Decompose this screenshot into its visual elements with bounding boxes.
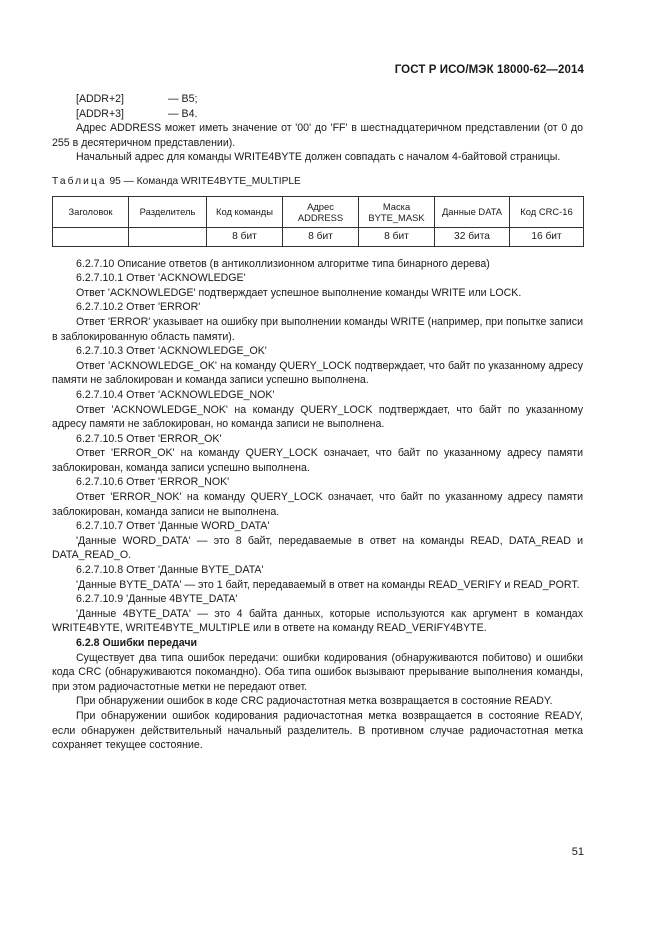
paragraph: 6.2.7.10.8 Ответ 'Данные BYTE_DATA' — [76, 564, 264, 577]
paragraph: 6.2.7.10.9 'Данные 4BYTE_DATA' — [76, 593, 238, 606]
paragraph: 6.2.7.10.6 Ответ 'ERROR_NOK' — [76, 476, 230, 489]
address-register: [ADDR+3] — [76, 107, 124, 120]
table-header-cell: Разделитель — [129, 196, 207, 227]
table-cell — [129, 227, 207, 246]
paragraph: При обнаружении ошибок в коде CRC радиочастотная метка возвращается в состояние READY. — [76, 695, 553, 708]
table-header-cell: Маска BYTE_MASK — [359, 196, 435, 227]
table-row — [53, 227, 584, 246]
paragraph: 6.2.7.10.3 Ответ 'ACKNOWLEDGE_OK' — [76, 345, 267, 358]
paragraph: 'Данные WORD_DATA' — это 8 байт, передаваемые в ответ на команды READ, DATA_READ и DATA_READ_O. — [52, 534, 583, 562]
paragraph: 6.2.7.10 Описание ответов (в антиколлизионном алгоритме типа бинарного дерева) — [76, 257, 490, 270]
table-header-cell: Данные DATA — [435, 196, 510, 227]
paragraph: Существует два типа ошибок передачи: ошибки кодирования (обнаруживаются побитово) и ошибки кода CRC (обнаруживаются покомандно). Оба типа ошибок вызывают прерывание выполнения команды, при этом радиочастотные метки не передают ответ. — [52, 651, 583, 693]
address-line — [52, 107, 583, 122]
section-heading: 6.2.8 Ошибки передачи — [76, 637, 198, 649]
table-header-cell: Адрес ADDRESS — [283, 196, 359, 227]
page-number: 51 — [571, 846, 584, 858]
address-line — [52, 92, 583, 107]
table-header-cell: Заголовок — [53, 196, 129, 227]
table-cell: 32 бита — [435, 227, 510, 246]
paragraph: При обнаружении ошибок кодирования радиочастотная метка возвращается в состояние READY, если обнаружен действительный начальный разделитель. В противном случае радиочастотная метка сохраняет текущее состояние. — [52, 709, 583, 752]
paragraph: 'Данные BYTE_DATA' — это 1 байт, передаваемый в ответ на команды READ_VERIFY и READ_PORT. — [76, 578, 580, 591]
paragraph: Ответ 'ACKNOWLEDGE_NOK' на команду QUERY_LOCK подтверждает, что байт по указанному адресу памяти не заблокирован, но команда записи не выполнена. — [52, 403, 583, 431]
paragraph: Адрес ADDRESS может иметь значение от '00' до 'FF' в шестнадцатеричном представлении (от 0 до 255 в десятеричном представлении). — [52, 122, 583, 149]
paragraph: Начальный адрес для команды WRITE4BYTE должен совпадать с началом 4-байтовой страницы. — [76, 151, 561, 164]
table-cell: 8 бит — [359, 227, 435, 246]
command-table — [52, 196, 584, 247]
paragraph: Ответ 'ACKNOWLEDGE_OK' на команду QUERY_LOCK подтверждает, что байт по указанному адресу памяти не заблокирован и команда записи успешно выполнена. — [52, 359, 583, 387]
table-cell: 16 бит — [510, 227, 584, 246]
paragraph: 6.2.7.10.1 Ответ 'ACKNOWLEDGE' — [76, 272, 246, 285]
paragraph: 6.2.7.10.7 Ответ 'Данные WORD_DATA' — [76, 520, 270, 533]
paragraph: Ответ 'ERROR_OK' на команду QUERY_LOCK означает, что байт по указанному адресу памяти заблокирован, команда записи успешно выполнена. — [52, 447, 583, 474]
paragraph: Ответ 'ACKNOWLEDGE' подтверждает успешное выполнение команды WRITE или LOCK. — [76, 286, 522, 299]
address-value: — B4. — [168, 107, 198, 120]
table-caption-prefix: Таблица — [52, 175, 107, 187]
paragraph: Ответ 'ERROR' указывает на ошибку при выполнении команды WRITE (например, при попытке записи в заблокированную область памяти). — [52, 315, 583, 343]
document-header: ГОСТ Р ИСО/МЭК 18000-62—2014 — [394, 64, 584, 76]
paragraph: 'Данные 4BYTE_DATA' — это 4 байта данных, которые используются как аргумент в командах WRITE4BYTE, WRITE4BYTE_MULTIPLE или в ответе на команду READ_VERIFY4BYTE. — [52, 607, 583, 635]
table-header-row — [53, 196, 584, 227]
table-header-cell: Код CRC-16 — [510, 196, 584, 227]
paragraph: 6.2.7.10.4 Ответ 'ACKNOWLEDGE_NOK' — [76, 388, 275, 401]
table-caption-text: 95 — Команда WRITE4BYTE_MULTIPLE — [109, 175, 301, 187]
paragraph: Ответ 'ERROR_NOK' на команду QUERY_LOCK означает, что байт по указанному адресу памяти заблокирован, команда записи не выполнена. — [52, 491, 583, 518]
table-cell — [53, 227, 129, 246]
address-register: [ADDR+2] — [76, 93, 124, 105]
page-content — [52, 92, 583, 753]
table-header-cell: Код команды — [207, 196, 283, 227]
table-caption — [52, 175, 583, 190]
paragraph: 6.2.7.10.2 Ответ 'ERROR' — [76, 301, 201, 314]
paragraph: 6.2.7.10.5 Ответ 'ERROR_OK' — [76, 432, 222, 445]
table-cell: 8 бит — [283, 227, 359, 246]
body-text — [52, 257, 583, 753]
table-cell: 8 бит — [207, 227, 283, 246]
address-value: — B5; — [168, 93, 198, 105]
